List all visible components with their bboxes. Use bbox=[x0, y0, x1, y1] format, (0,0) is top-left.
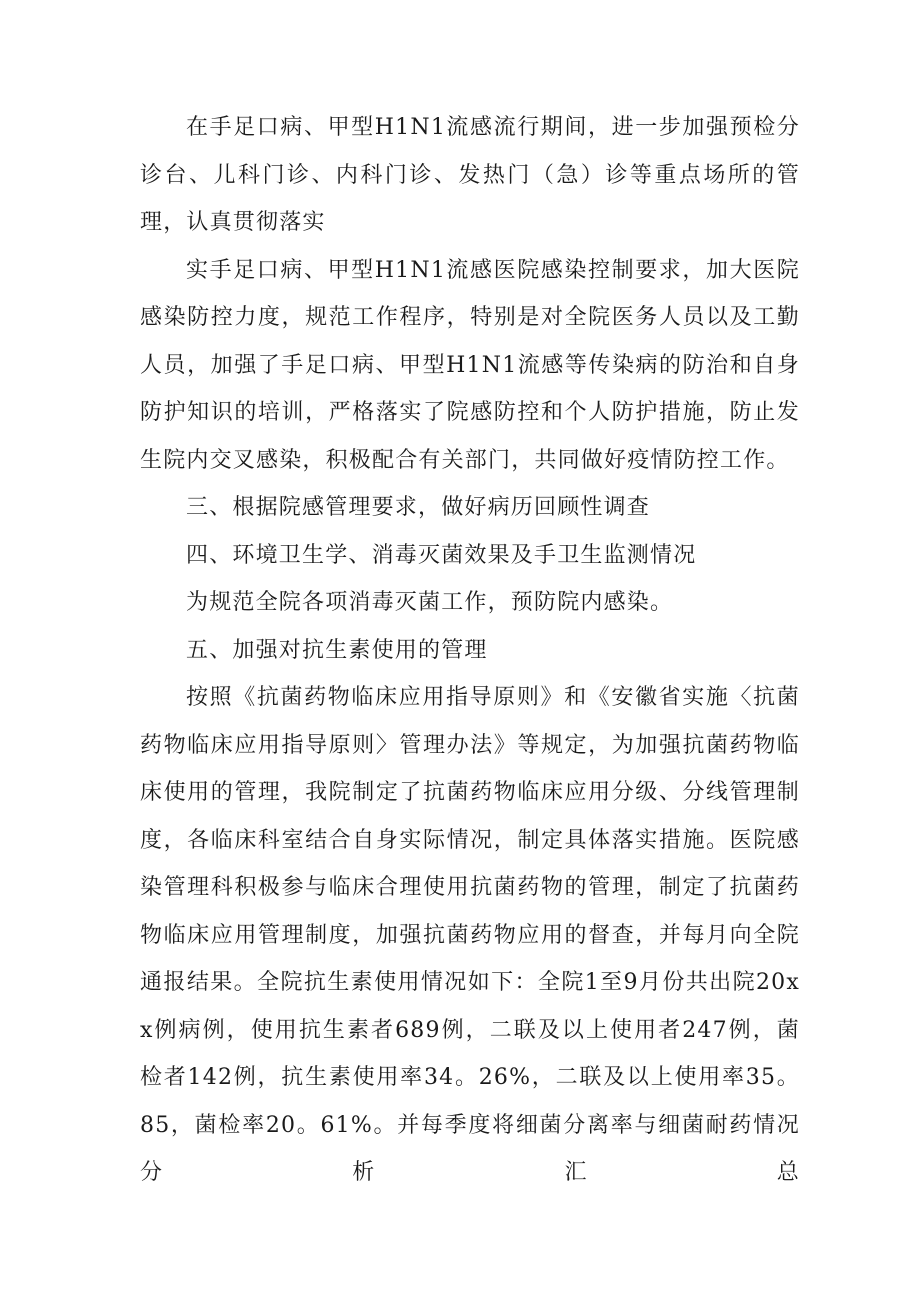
paragraph-1: 在手足口病、甲型H1N1流感流行期间，进一步加强预检分诊台、儿科门诊、内科门诊、发热门（急）诊等重点场所的管理，认真贯彻落实 bbox=[140, 115, 800, 235]
document-page bbox=[140, 104, 800, 1197]
paragraph-2: 实手足口病、甲型H1N1流感医院感染控制要求，加大医院感染防控力度，规范工作程序，特别是对全院医务人员以及工勤人员，加强了手足口病、甲型H1N1流感等传染病的防治和自身防护知识的培训，严格落实了院感防控和个人防护措施，防止发生院内交叉感染，积极配合有关部门，共同做好疫情防控工作。 bbox=[140, 257, 800, 473]
paragraph-disinfection: 为规范全院各项消毒灭菌工作，预防院内感染。 bbox=[186, 590, 674, 615]
section-heading-5: 五、加强对抗生素使用的管理 bbox=[186, 637, 488, 663]
section-heading-3: 三、根据院感管理要求，做好病历回顾性调查 bbox=[186, 495, 651, 520]
paragraph-antibiotics: 按照《抗菌药物临床应用指导原则》和《安徽省实施〈抗菌药物临床应用指导原则〉管理办法》等规定，为加强抗菌药物临床使用的管理，我院制定了抗菌药物临床应用分级、分线管理制度，各临床科室结合自身实际情况，制定具体落实措施。医院感染管理科积极参与临床合理使用抗菌药物的管理，制定了抗菌药物临床应用管理制度，加强抗菌药物应用的督查，并每月向全院通报结果。全院抗生素使用情况如下：全院1至9月份共出院20xx例病例，使用抗生素者689例，二联及以上使用者247例，菌检者142例，抗生素使用率34。26%，二联及以上使用率35。85，菌检率20。61%。并每季度将细菌分离率与细菌耐药情况分析汇总 bbox=[140, 685, 800, 1185]
section-heading-4: 四、环境卫生学、消毒灭菌效果及手卫生监测情况 bbox=[186, 542, 697, 568]
